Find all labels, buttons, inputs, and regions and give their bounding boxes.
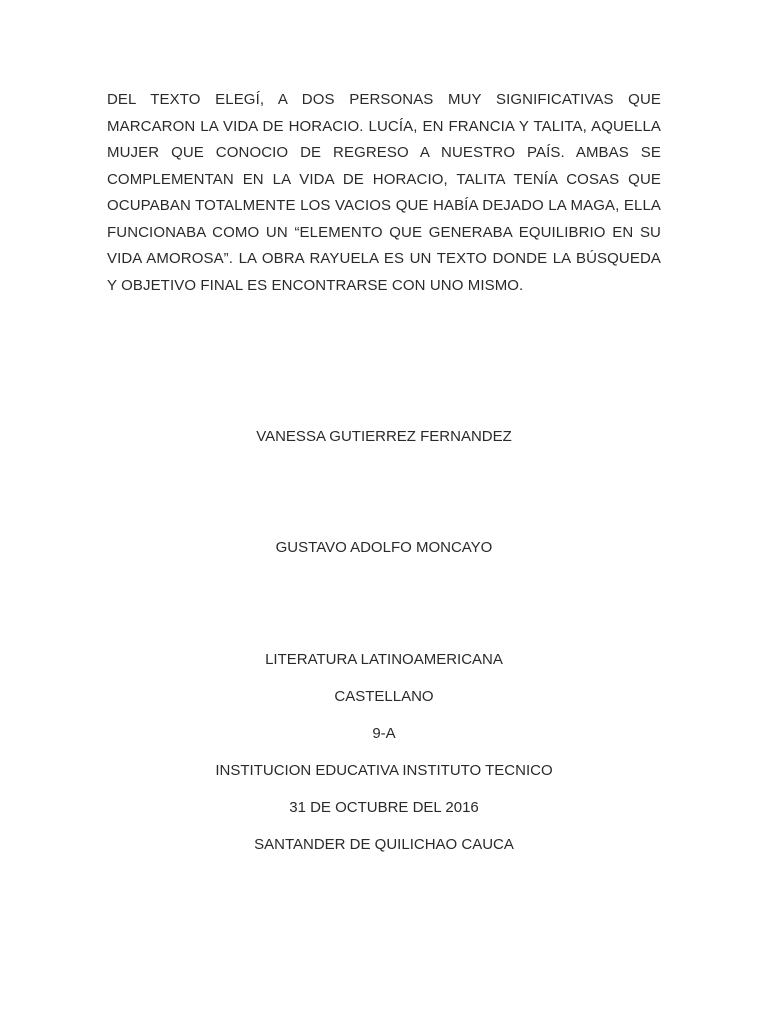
author-name: VANESSA GUTIERREZ FERNANDEZ [256, 428, 512, 445]
institution-name: INSTITUCION EDUCATIVA INSTITUTO TECNICO [215, 762, 553, 779]
date-line: 31 DE OCTUBRE DEL 2016 [289, 799, 479, 816]
location-line: SANTANDER DE QUILICHAO CAUCA [254, 836, 514, 853]
course-name: LITERATURA LATINOAMERICANA [265, 651, 503, 668]
subject-name: CASTELLANO [334, 688, 434, 705]
body-paragraph: DEL TEXTO ELEGÍ, A DOS PERSONAS MUY SIGNIFICATIVAS QUE MARCARON LA VIDA DE HORACIO. LUCÍA, EN FRANCIA Y TALITA, AQUELLA MUJER QUE CONOCIO DE REGRESO A NUESTRO PAÍS. AMBAS SE COMPLEMENTAN EN LA VIDA DE HORACIO, TALITA TENÍA COSAS QUE OCUPABAN TOTALMENTE LOS VACIOS QUE HABÍA DEJADO LA MAGA, ELLA FUNCIONABA COMO UN “ELEMENTO QUE GENERABA EQUILIBRIO EN SU VIDA AMOROSA”. LA OBRA RAYUELA ES UN TEXTO DONDE LA BÚSQUEDA Y OBJETIVO FINAL ES ENCONTRARSE CON UNO MISMO. [107, 91, 661, 294]
teacher-name: GUSTAVO ADOLFO MONCAYO [275, 539, 493, 556]
grade-label: 9-A [372, 725, 396, 742]
